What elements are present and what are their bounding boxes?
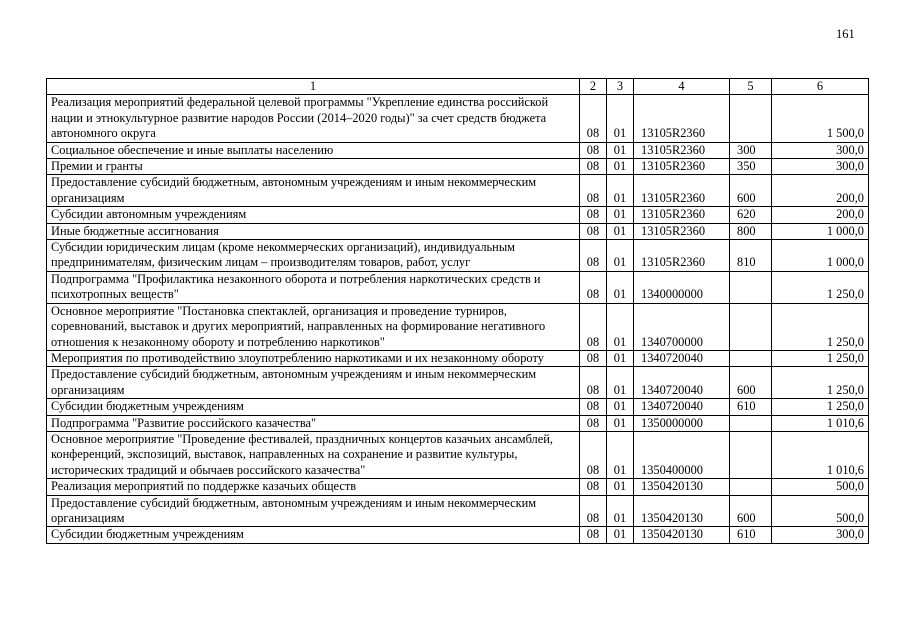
row-name-cell: Реализация мероприятий федеральной целевой программы "Укрепление единства российской нации и этнокультурное развитие народов России (2014–2020 годы)" за счет средств бюджета автономного округа	[47, 95, 580, 142]
target-article-cell: 1340720040	[634, 399, 730, 415]
expense-type-cell	[730, 350, 772, 366]
amount-cell: 1 250,0	[772, 367, 869, 399]
amount-cell: 500,0	[772, 479, 869, 495]
table-row	[47, 431, 869, 478]
expense-type-cell: 610	[730, 527, 772, 543]
table-row	[47, 415, 869, 431]
row-name-cell: Подпрограмма "Профилактика незаконного оборота и потребления наркотических средств и психотропных веществ"	[47, 271, 580, 303]
page-number: 161	[836, 27, 855, 41]
razdel-cell: 08	[580, 223, 607, 239]
amount-cell: 1 250,0	[772, 350, 869, 366]
table-header-row	[47, 79, 869, 95]
expense-type-cell	[730, 95, 772, 142]
header-cell: 1	[47, 79, 580, 95]
razdel-cell: 08	[580, 415, 607, 431]
amount-cell: 200,0	[772, 175, 869, 207]
target-article-cell: 1340700000	[634, 303, 730, 350]
podrazdel-cell: 01	[607, 223, 634, 239]
razdel-cell: 08	[580, 240, 607, 272]
razdel-cell: 08	[580, 142, 607, 158]
row-name-cell: Субсидии бюджетным учреждениям	[47, 399, 580, 415]
row-name-cell: Реализация мероприятий по поддержке казачьих обществ	[47, 479, 580, 495]
expense-type-cell: 620	[730, 207, 772, 223]
target-article-cell: 1350400000	[634, 431, 730, 478]
razdel-cell: 08	[580, 95, 607, 142]
podrazdel-cell: 01	[607, 95, 634, 142]
budget-table-body	[47, 79, 869, 544]
target-article-cell: 13105R2360	[634, 223, 730, 239]
amount-cell: 1 250,0	[772, 271, 869, 303]
row-name-cell: Субсидии юридическим лицам (кроме некоммерческих организаций), индивидуальным предпринимателям, физическим лицам – производителям товаров, работ, услуг	[47, 240, 580, 272]
expense-type-cell	[730, 479, 772, 495]
razdel-cell: 08	[580, 350, 607, 366]
table-row	[47, 175, 869, 207]
podrazdel-cell: 01	[607, 207, 634, 223]
podrazdel-cell: 01	[607, 240, 634, 272]
expense-type-cell: 300	[730, 142, 772, 158]
table-row	[47, 223, 869, 239]
row-name-cell: Основное мероприятие "Проведение фестивалей, праздничных концертов казачьих ансамблей, конференций, экспозиций, выставок, направленных на сохранение и развитие культуры, исторических традиций и обычаев российского казачества"	[47, 431, 580, 478]
amount-cell: 1 250,0	[772, 303, 869, 350]
razdel-cell: 08	[580, 399, 607, 415]
row-name-cell: Мероприятия по противодействию злоупотреблению наркотиками и их незаконному обороту	[47, 350, 580, 366]
table-row	[47, 142, 869, 158]
target-article-cell: 1340720040	[634, 367, 730, 399]
table-row	[47, 159, 869, 175]
header-cell: 4	[634, 79, 730, 95]
expense-type-cell	[730, 431, 772, 478]
table-row	[47, 399, 869, 415]
podrazdel-cell: 01	[607, 431, 634, 478]
header-cell: 5	[730, 79, 772, 95]
razdel-cell: 08	[580, 175, 607, 207]
expense-type-cell: 800	[730, 223, 772, 239]
budget-table	[46, 78, 869, 544]
amount-cell: 300,0	[772, 159, 869, 175]
table-row	[47, 271, 869, 303]
table-row	[47, 95, 869, 142]
target-article-cell: 1350420130	[634, 479, 730, 495]
row-name-cell: Субсидии автономным учреждениям	[47, 207, 580, 223]
table-row	[47, 479, 869, 495]
podrazdel-cell: 01	[607, 415, 634, 431]
row-name-cell: Предоставление субсидий бюджетным, автономным учреждениям и иным некоммерческим организациям	[47, 175, 580, 207]
table-row	[47, 367, 869, 399]
podrazdel-cell: 01	[607, 495, 634, 527]
header-cell: 2	[580, 79, 607, 95]
amount-cell: 300,0	[772, 527, 869, 543]
podrazdel-cell: 01	[607, 303, 634, 350]
table-row	[47, 207, 869, 223]
row-name-cell: Субсидии бюджетным учреждениям	[47, 527, 580, 543]
razdel-cell: 08	[580, 495, 607, 527]
podrazdel-cell: 01	[607, 527, 634, 543]
razdel-cell: 08	[580, 367, 607, 399]
expense-type-cell: 600	[730, 175, 772, 207]
target-article-cell: 1350420130	[634, 495, 730, 527]
expense-type-cell	[730, 415, 772, 431]
target-article-cell: 13105R2360	[634, 159, 730, 175]
row-name-cell: Основное мероприятие "Постановка спектаклей, организация и проведение турниров, соревнований, выставок и других мероприятий, направленных на формирование негативного отношения к незаконному обороту и потреблению наркотиков"	[47, 303, 580, 350]
amount-cell: 1 250,0	[772, 399, 869, 415]
table-row	[47, 240, 869, 272]
row-name-cell: Премии и гранты	[47, 159, 580, 175]
razdel-cell: 08	[580, 207, 607, 223]
target-article-cell: 13105R2360	[634, 142, 730, 158]
target-article-cell: 13105R2360	[634, 95, 730, 142]
expense-type-cell: 810	[730, 240, 772, 272]
amount-cell: 1 000,0	[772, 223, 869, 239]
row-name-cell: Социальное обеспечение и иные выплаты населению	[47, 142, 580, 158]
podrazdel-cell: 01	[607, 350, 634, 366]
amount-cell: 200,0	[772, 207, 869, 223]
expense-type-cell	[730, 271, 772, 303]
table-row	[47, 303, 869, 350]
amount-cell: 1 010,6	[772, 431, 869, 478]
podrazdel-cell: 01	[607, 142, 634, 158]
podrazdel-cell: 01	[607, 399, 634, 415]
podrazdel-cell: 01	[607, 367, 634, 399]
amount-cell: 300,0	[772, 142, 869, 158]
row-name-cell: Подпрограмма "Развитие российского казачества"	[47, 415, 580, 431]
target-article-cell: 1340000000	[634, 271, 730, 303]
podrazdel-cell: 01	[607, 479, 634, 495]
amount-cell: 1 000,0	[772, 240, 869, 272]
expense-type-cell: 350	[730, 159, 772, 175]
podrazdel-cell: 01	[607, 159, 634, 175]
podrazdel-cell: 01	[607, 271, 634, 303]
razdel-cell: 08	[580, 159, 607, 175]
razdel-cell: 08	[580, 271, 607, 303]
razdel-cell: 08	[580, 479, 607, 495]
target-article-cell: 1350000000	[634, 415, 730, 431]
amount-cell: 500,0	[772, 495, 869, 527]
podrazdel-cell: 01	[607, 175, 634, 207]
target-article-cell: 1350420130	[634, 527, 730, 543]
header-cell: 6	[772, 79, 869, 95]
table-row	[47, 350, 869, 366]
table-row	[47, 495, 869, 527]
expense-type-cell: 600	[730, 495, 772, 527]
header-cell: 3	[607, 79, 634, 95]
target-article-cell: 13105R2360	[634, 175, 730, 207]
target-article-cell: 1340720040	[634, 350, 730, 366]
razdel-cell: 08	[580, 303, 607, 350]
target-article-cell: 13105R2360	[634, 207, 730, 223]
row-name-cell: Иные бюджетные ассигнования	[47, 223, 580, 239]
amount-cell: 1 010,6	[772, 415, 869, 431]
target-article-cell: 13105R2360	[634, 240, 730, 272]
expense-type-cell: 610	[730, 399, 772, 415]
razdel-cell: 08	[580, 431, 607, 478]
row-name-cell: Предоставление субсидий бюджетным, автономным учреждениям и иным некоммерческим организациям	[47, 367, 580, 399]
razdel-cell: 08	[580, 527, 607, 543]
row-name-cell: Предоставление субсидий бюджетным, автономным учреждениям и иным некоммерческим организациям	[47, 495, 580, 527]
amount-cell: 1 500,0	[772, 95, 869, 142]
expense-type-cell	[730, 303, 772, 350]
expense-type-cell: 600	[730, 367, 772, 399]
table-row	[47, 527, 869, 543]
